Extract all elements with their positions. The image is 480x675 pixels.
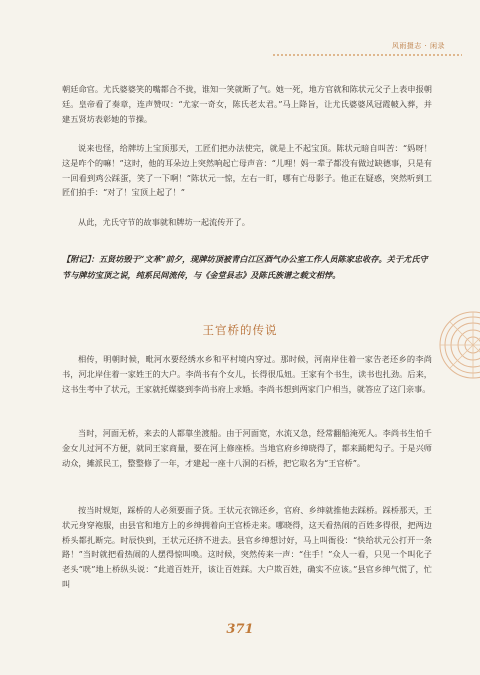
paragraph-2: 说来也怪，给牌坊上宝顶那天，工匠们把办法使完，就是上不起宝顶。陈状元暗自叫苦：“妈呀！这是咋个的嘛！”这时，他的耳朵边上突然响起亡母声音：“儿哩！妈一辈子都没有做过缺德事，只是有一回看到鸡公踩蛋，笑了一下啊！”陈状元一惊，左右一盯，哪有亡母影子。他正在疑惑，突然听到工匠们拍手：“对了！宝顶上起了！”	[62, 143, 432, 198]
appendix-note: 【附记】：五贤坊毁于“文革”前夕，现牌坊顶被青白江区酒气办公室工作人员陈家忠收存。关于尤氏守节与牌坊宝顶之说，纯系民间流传，与《金堂县志》及陈氏族谱之载文相悖。	[62, 254, 428, 280]
header-dotted-rule	[272, 54, 462, 56]
section-title: 王官桥的传说	[202, 323, 278, 337]
paragraph-1: 朝廷命官。尤氏婆婆笑的嘴都合不拢，谁知一笑就断了气。她一死，地方官就和陈状元父子上表申报朝廷。皇帝看了奏章，连声赞叹：“尤家一奇女，陈氏老太君。”马上降旨，让尤氏婆婆风冠霞帔入葬，并建五贤坊表彰她的节操。	[62, 84, 432, 124]
paragraph-5: 当时，河面无桥，来去的人都靠坐渡船。由于河面宽，水流又急，经常翻船淹死人。李尚书生怕千金女儿过河不方便，就同王家商量，要在河上修座桥。当地官府乡绅晓得了，都来踊耙勾子。于是兴师动众，摊派民工，整整修了一年，才建起一座十八洞的石桥，把它取名为“王官桥”。	[62, 428, 432, 468]
paragraph-3: 从此，尤氏守节的故事就和牌坊一起流传开了。	[78, 217, 250, 227]
page-number: 371	[226, 622, 254, 637]
running-header: 风雨摄志 · 闲录	[391, 42, 445, 50]
paragraph-4: 相传，明朝时候，毗河水要经绣水乡和平村境内穿过。那时候，河南岸住着一家告老还乡的李尚书，河北岸住着一家姓王的大户。李尚书有个女儿，长得很瓜妞。王家有个书生，读书也扎劲。后来，这书生考中了状元，王家就托媒婆到李尚书府上求婚。李尚书想到两家门户相当，就答应了这门亲事。	[62, 354, 432, 394]
decorative-seal-icon	[438, 310, 480, 380]
paragraph-6: 按当时规矩，踩桥的人必须要面子货。王状元衣锦还乡，官府、乡绅就推他去踩桥。踩桥那天，王状元身穿袍服，由县官和地方上的乡绅拥着向王官桥走来。哪晓得，这天看热闹的百姓多得很，把两边桥头都扎断完。时辰快到，王状元还挤不进去。县官乡绅想讨好，马上叫衙役：“快给状元公打开一条路！”当时就把看热闹的人摆得惊叫唤。这时候，突然传来一声：“住手！”众人一看，只见一个叫化子老头“咣”地上桥纵头说：“此道百姓开，该让百姓踩。大户欺百姓，确实不应该。”县官乡绅气慌了，忙叫	[62, 505, 432, 589]
